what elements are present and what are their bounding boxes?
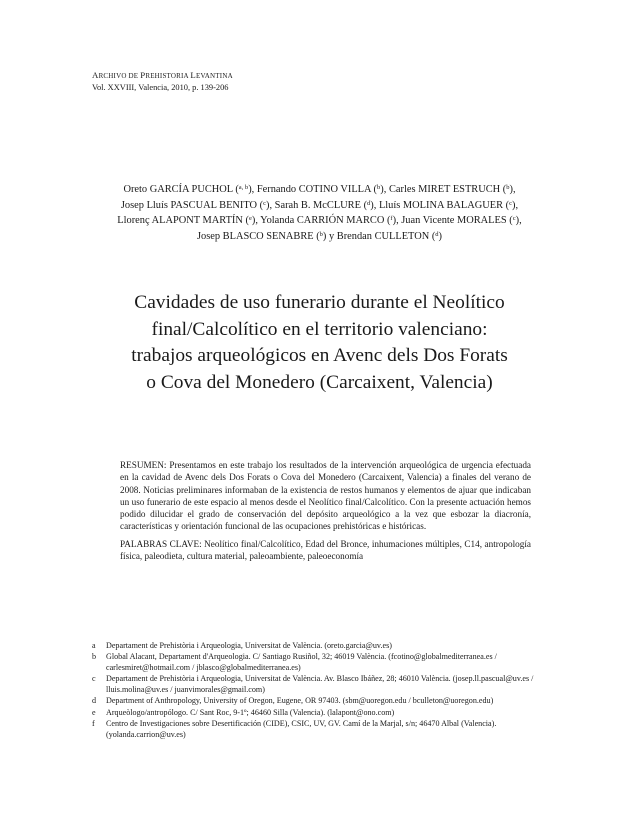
affiliation-marker: b [377, 184, 381, 191]
affiliation-letter: f [92, 718, 95, 728]
affiliation-letter: a [92, 641, 96, 650]
affiliation-item [92, 707, 562, 718]
title-line: o Cova del Monedero (Carcaixent, Valencia) [146, 371, 493, 393]
author-name: Yolanda CARRIÓN MARCO [260, 215, 385, 227]
title-line: Cavidades de uso funerario durante el Neolítico [134, 292, 505, 313]
author-name: Llorenç ALAPONT MARTÍN [117, 215, 243, 227]
affiliation-marker: c [509, 199, 513, 207]
author-name: Oreto GARCÍA PUCHOL [123, 184, 233, 195]
affiliation-item [92, 718, 562, 740]
author-name: Brendan CULLETON [336, 230, 430, 242]
title-line: trabajos arqueológicos en Avenc dels Dos Forats [131, 345, 508, 366]
affiliation-marker: f [390, 215, 393, 223]
author-name: Lluís MOLINA BALAGUER [378, 199, 504, 211]
author-list [60, 181, 579, 243]
affiliation-letter: d [92, 696, 97, 706]
affiliation-letter: e [92, 707, 96, 717]
affiliation-marker: c [263, 199, 266, 207]
affiliation-text: Arqueòlogo/antropólogo. C/ Sant Roc, 9-1º; 46460 Silla (Valencia). (lalapont@ono.com) [106, 707, 395, 717]
affiliation-letter: b [92, 652, 97, 662]
author-name: Josep BLASCO SENABRE [196, 230, 314, 242]
affiliation-text: Global Alacant, Departament d'Arqueologia. C/ Santiago Rusiñol, 32; 46019 València. (fcotino@globalmediterranea.es / carlesmiret@hotmail.com / jblasco@globalmediterranea.es) [106, 652, 497, 673]
affiliation-marker: d [435, 230, 439, 238]
affiliation-item [92, 651, 562, 673]
affiliation-marker: c [512, 215, 516, 223]
affiliations-footnotes [92, 640, 562, 740]
abstract-block [120, 459, 531, 562]
author-name: Josep Lluís PASCUAL BENITO [120, 199, 258, 211]
title-line: final/Calcolítico en el territorio valenciano: [151, 318, 488, 340]
journal-name: ARCHIVO DE PREHISTORIA LEVANTINA [92, 70, 233, 80]
affiliation-marker: b [506, 184, 510, 191]
affiliation-item [92, 673, 562, 695]
author-line: Llorenç ALAPONT MARTÍN ($^e$), Yolanda CARRIÓN MARCO ($^f$), Juan Vicente MORALES ($^c$), [117, 215, 522, 227]
affiliation-text: Departament de Prehistòria i Arqueologia, Universitat de València. Av. Blasco Ibáñez, 28; 46010 València. (josep.ll.pascual@uv.es / lluis.molina@uv.es / juanvimorales@gmail.com) [106, 674, 534, 695]
affiliation-text: Departament de Prehistòria i Arqueologia, Universitat de València. (oreto.garcia@uv.es) [106, 641, 392, 650]
affiliation-marker: b [319, 230, 323, 238]
affiliation-item [92, 640, 562, 651]
affiliation-item [92, 695, 562, 706]
author-name: Carles MIRET ESTRUCH [388, 184, 501, 195]
affiliation-text: Centro de Investigaciones sobre Desertificación (CIDE), CSIC, UV, GV. Camí de la Marjal, s/n; 46470 Albal (Valencia). (yolanda.carrion@uv.es) [106, 718, 497, 739]
affiliation-text: Department of Anthropology, University of Oregon, Eugene, OR 97403. (sbm@uoregon.edu / bculleton@uoregon.edu) [106, 696, 494, 706]
journal-volume: Vol. XXVIII, Valencia, 2010, p. 139-206 [92, 83, 229, 92]
abstract-resumen: RESUMEN: Presentamos en este trabajo los resultados de la intervención arqueológica de urgencia efectuada en la cavidad de Avenc dels Dos Forats o Cova del Monedero (Carcaixent, Valencia) a finales del verano de 2008. Noticias preliminares informaban de la existencia de restos humanos y elementos de ajuar que indicaban un uso funerario de este espacio al menos desde el Neolítico final/Calcolítico. Con la presente actuación hemos podido dilucidar el grado de conservación del depósito arqueológico a la vez que esbozar la diacronía, características y orientación funcional de las ocupaciones prehistóricas e históricas. [120, 460, 531, 532]
author-name: Sarah B. McCLURE [274, 199, 361, 211]
author-name: Fernando COTINO VILLA [256, 184, 371, 195]
author-name: Juan Vicente MORALES [401, 215, 507, 227]
abstract-keywords: PALABRAS CLAVE: Neolítico final/Calcolítico, Edad del Bronce, inhumaciones múltiples, C14, antropología física, paleodieta, cultura material, paleoambiente, paleoeconomía [120, 538, 531, 561]
paper-title [60, 290, 579, 396]
affiliation-letter: c [92, 674, 96, 684]
author-line: Josep Lluís PASCUAL BENITO ($^c$), Sarah B. McCLURE ($^d$), Lluís MOLINA BALAGUER ($^c$), [120, 199, 519, 211]
author-line: Oreto GARCÍA PUCHOL ($^{a, b}$), Fernando COTINO VILLA ($^b$), Carles MIRET ESTRUCH ($^b$), [123, 184, 516, 195]
author-line: Josep BLASCO SENABRE ($^b$) y Brendan CULLETON ($^d$) [196, 230, 443, 242]
affiliation-marker: e [248, 215, 252, 223]
affiliation-marker: d [367, 199, 371, 207]
affiliation-marker: a, b [238, 184, 249, 191]
running-header [92, 70, 233, 93]
